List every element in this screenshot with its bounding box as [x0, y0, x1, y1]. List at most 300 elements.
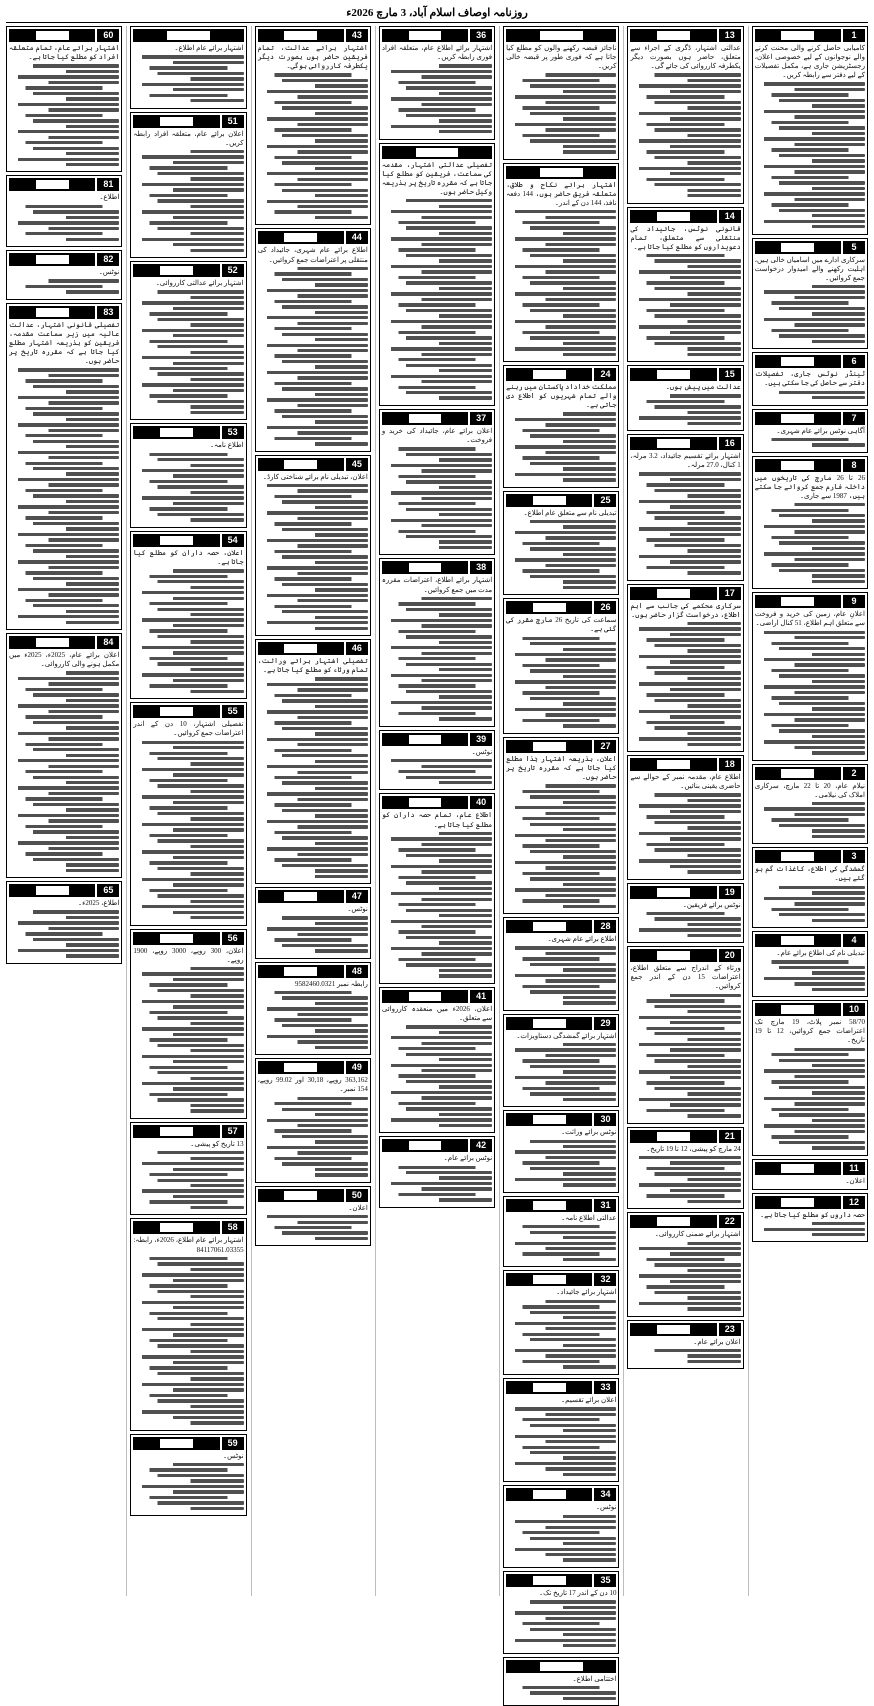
ad-text-line: [755, 653, 865, 656]
ad-text-line: [506, 850, 616, 853]
ad-text-line: [133, 405, 243, 408]
classified-ad[interactable]: [503, 1485, 619, 1568]
ad-text-line: [755, 913, 865, 916]
classified-ad[interactable]: [255, 455, 371, 636]
ad-text-line: [382, 75, 492, 78]
ad-text-line: [630, 150, 740, 153]
ad-number: 51: [222, 115, 244, 128]
ad-text-line: [258, 555, 368, 558]
ad-text-line: [382, 391, 492, 394]
classified-ad[interactable]: [752, 1159, 868, 1190]
ad-text-line: [506, 686, 616, 689]
classified-ad[interactable]: [6, 26, 122, 172]
ad-header: [258, 1189, 368, 1202]
ad-text-line: [630, 934, 740, 937]
classified-ad[interactable]: [255, 228, 371, 451]
ad-text-line: [258, 360, 368, 363]
ad-text-line: [382, 540, 492, 543]
ad-text-line: [506, 473, 616, 476]
ad-text-line: [133, 1507, 243, 1510]
classified-ad[interactable]: [255, 1186, 371, 1247]
ad-header: [382, 990, 492, 1003]
classified-ad[interactable]: [503, 1657, 619, 1706]
ad-text-line: [630, 1109, 740, 1112]
ad-header: [630, 210, 740, 223]
ad-title-plate: [657, 1325, 690, 1334]
classified-ad[interactable]: [255, 1058, 371, 1183]
ad-text-line: [755, 1113, 865, 1116]
ad-body-text: مملکت خداداد پاکستان میں رہنے والے تمام شہریوں کو اطلاع دی جاتی ہے۔: [506, 383, 616, 410]
classified-ad[interactable]: [130, 112, 246, 258]
ad-text-line: [630, 259, 740, 262]
classified-ad[interactable]: [255, 26, 371, 225]
ad-text-line: [258, 1151, 368, 1154]
ad-text-line: [133, 1038, 243, 1041]
ad-text-line: [755, 104, 865, 107]
classified-ad[interactable]: [6, 633, 122, 878]
ad-text-line: [630, 1285, 740, 1288]
ad-text-line: [258, 216, 368, 219]
ad-text-line: [382, 464, 492, 467]
classified-column: [6, 26, 122, 1596]
ad-text-line: [382, 881, 492, 884]
ad-text-line: [258, 1226, 368, 1229]
ad-text-line: [133, 967, 243, 970]
ad-text-line: [9, 593, 119, 596]
ad-text-line: [755, 209, 865, 212]
ad-text-line: [506, 1338, 616, 1341]
ad-text-line: [755, 1075, 865, 1078]
ad-body-text: 363,162 روپے، 30,18 اور 99.02 روپے، 154 نمبر۔: [258, 1076, 368, 1094]
ad-text-line: [9, 704, 119, 707]
ad-text-line: [9, 599, 119, 602]
ad-text-line: [258, 145, 368, 148]
ad-body: [382, 1005, 492, 1127]
classified-ad[interactable]: [130, 1218, 246, 1430]
classified-ad[interactable]: [6, 250, 122, 300]
ad-text-line: [630, 1189, 740, 1192]
classified-ad[interactable]: [503, 1196, 619, 1268]
classified-ad[interactable]: [627, 946, 743, 1124]
classified-ad[interactable]: [130, 702, 246, 925]
ad-text-line: [382, 453, 492, 456]
ad-text-line: [630, 1269, 740, 1272]
ad-text-line: [382, 125, 492, 128]
ad-text-line: [630, 566, 740, 569]
ad-text-line: [630, 400, 740, 403]
ad-text-line: [506, 905, 616, 908]
ad-text-line: [755, 1146, 865, 1149]
ad-text-line: [133, 575, 243, 578]
ad-text-line: [258, 106, 368, 109]
ad-text-line: [9, 125, 119, 128]
ad-text-line: [630, 254, 740, 257]
ad-text-line: [258, 572, 368, 575]
ad-text-line: [506, 575, 616, 578]
ad-text-line: [630, 655, 740, 658]
classified-ad[interactable]: [503, 737, 619, 915]
classified-ad[interactable]: [379, 409, 495, 555]
ad-title-plate: [284, 967, 317, 976]
classified-ad[interactable]: [379, 26, 495, 140]
classified-ad[interactable]: [503, 1571, 619, 1654]
ad-text-line: [9, 158, 119, 161]
ad-text-line: [506, 1344, 616, 1347]
ad-body: [506, 383, 616, 482]
ad-title-bar: [258, 231, 344, 244]
classified-ad[interactable]: [627, 1212, 743, 1316]
ad-text-line: [133, 613, 243, 616]
ad-text-line: [506, 894, 616, 897]
ad-header: [258, 458, 368, 471]
ad-text-line: [382, 936, 492, 939]
classified-ad[interactable]: [627, 434, 743, 580]
ad-text-line: [133, 345, 243, 348]
classified-ad[interactable]: [379, 730, 495, 791]
ad-body: [506, 1503, 616, 1561]
ad-text-line: [755, 137, 865, 140]
ad-text-line: [506, 112, 616, 115]
ad-title-plate: [160, 428, 193, 437]
ad-body: [133, 44, 243, 102]
ad-number: 65: [97, 884, 119, 897]
ad-text-line: [382, 347, 492, 350]
ad-title-bar: [506, 1199, 592, 1212]
ad-text-line: [9, 781, 119, 784]
classified-ad[interactable]: [379, 143, 495, 406]
classified-ad[interactable]: [379, 558, 495, 726]
ad-text-line: [382, 776, 492, 779]
ad-text-line: [382, 597, 492, 600]
ad-text-line: [382, 974, 492, 977]
ad-number: 21: [719, 1130, 741, 1143]
ad-text-line: [382, 1085, 492, 1088]
ad-title-plate: [284, 1063, 317, 1072]
ad-text-line: [133, 757, 243, 760]
ad-body: [755, 1018, 865, 1149]
ad-text-line: [630, 117, 740, 120]
classified-ad[interactable]: [503, 26, 619, 160]
ad-text-line: [133, 1173, 243, 1176]
ad-text-line: [133, 367, 243, 370]
ad-text-line: [133, 1066, 243, 1069]
ad-text-line: [506, 320, 616, 323]
classified-ad[interactable]: [752, 456, 868, 590]
ad-text-line: [506, 834, 616, 837]
ad-text-line: [630, 999, 740, 1002]
ad-title-plate: [36, 255, 69, 264]
ad-text-line: [506, 812, 616, 815]
ad-body-text: اعلان، بذریعہ اشتہار ہٰذا مطلع کیا جاتا ہے کہ مقررہ تاریخ پر حاضر ہوں۔: [506, 755, 616, 782]
ad-text-line: [133, 188, 243, 191]
ad-text-line: [755, 159, 865, 162]
classified-ad[interactable]: [503, 365, 619, 488]
ad-text-line: [258, 1007, 368, 1010]
classified-ad[interactable]: [379, 1136, 495, 1208]
ad-text-line: [382, 887, 492, 890]
classified-ad[interactable]: [752, 352, 868, 405]
ad-text-line: [755, 187, 865, 190]
classified-ad[interactable]: [130, 1434, 246, 1517]
ad-number: 24: [594, 368, 616, 381]
ad-body: [9, 268, 119, 294]
ad-text-line: [133, 817, 243, 820]
ad-text-line: [133, 684, 243, 687]
ad-text-line: [133, 978, 243, 981]
ad-text-line: [755, 334, 865, 337]
ad-header: [133, 426, 243, 439]
ad-text-line: [133, 905, 243, 908]
ad-text-line: [258, 616, 368, 619]
ad-text-line: [755, 1069, 865, 1072]
classified-ad[interactable]: [503, 1270, 619, 1374]
ad-text-line: [258, 210, 368, 213]
ad-text-line: [382, 1047, 492, 1050]
ad-title-bar: [382, 146, 492, 159]
classified-ad[interactable]: [752, 592, 868, 760]
ad-body-text: اشتہار برائے تقسیم جائیداد، 3.2 مرلہ، 1 کنال، 27.0 مرلہ۔: [630, 452, 740, 470]
ad-text-line: [9, 407, 119, 410]
ad-text-line: [755, 751, 865, 754]
classified-ad[interactable]: [130, 261, 246, 420]
ad-text-line: [382, 210, 492, 213]
ad-text-line: [9, 103, 119, 106]
ad-text-line: [506, 1429, 616, 1432]
ad-text-line: [630, 1247, 740, 1250]
classified-ad[interactable]: [379, 987, 495, 1133]
ad-title-bar: [258, 29, 344, 42]
classified-ad[interactable]: [752, 409, 868, 453]
ad-text-line: [755, 438, 865, 441]
ad-header: [755, 355, 865, 368]
ad-text-line: [9, 863, 119, 866]
ad-text-line: [133, 1157, 243, 1160]
ad-text-line: [133, 205, 243, 208]
classified-ad[interactable]: [503, 598, 619, 734]
ad-text-line: [755, 296, 865, 299]
ad-title-plate: [533, 370, 566, 379]
classified-ad[interactable]: [752, 1000, 868, 1156]
classified-ad[interactable]: [752, 26, 868, 235]
ad-title-bar: [506, 166, 616, 179]
classified-ad[interactable]: [752, 238, 868, 350]
classified-ad[interactable]: [503, 1378, 619, 1482]
ad-text-line: [506, 73, 616, 76]
ad-text-line: [755, 724, 865, 727]
classified-ad[interactable]: [6, 303, 122, 630]
ad-text-line: [755, 1097, 865, 1100]
classified-ad[interactable]: [255, 887, 371, 959]
ad-title-bar: [755, 355, 841, 368]
ad-text-line: [9, 765, 119, 768]
classified-ad[interactable]: [752, 847, 868, 928]
ad-number: 26: [594, 601, 616, 614]
classified-ad[interactable]: [627, 1320, 743, 1370]
ad-text-line: [630, 303, 740, 306]
classified-ad[interactable]: [627, 1127, 743, 1210]
ad-text-line: [630, 1307, 740, 1310]
ad-text-line: [382, 624, 492, 627]
ad-text-line: [133, 1410, 243, 1413]
ad-text-line: [258, 869, 368, 872]
ad-body-text: اطلاع برائے عام شہری۔: [506, 935, 616, 944]
ad-header: [755, 595, 865, 608]
classified-ad[interactable]: [752, 764, 868, 845]
ad-number: 12: [843, 1196, 865, 1209]
ad-text-line: [133, 1468, 243, 1471]
ad-text-line: [506, 968, 616, 971]
classified-ad[interactable]: [503, 163, 619, 362]
ad-text-line: [258, 710, 368, 713]
ad-text-line: [382, 108, 492, 111]
ad-body: [755, 256, 865, 344]
classified-ad[interactable]: [627, 584, 743, 752]
ad-text-line: [630, 156, 740, 159]
classified-ad[interactable]: [130, 929, 246, 1119]
ad-text-line: [133, 210, 243, 213]
classified-ad[interactable]: [255, 962, 371, 1056]
classified-ad[interactable]: [130, 423, 246, 527]
ad-text-line: [133, 591, 243, 594]
classified-ad[interactable]: [255, 639, 371, 884]
ad-body-text: نوٹس۔: [133, 1452, 243, 1461]
ad-text-line: [630, 1349, 740, 1352]
ad-text-line: [755, 642, 865, 645]
classified-ad[interactable]: [130, 531, 246, 699]
classified-ad[interactable]: [752, 931, 868, 997]
ad-text-line: [382, 1036, 492, 1039]
ad-text-line: [133, 1179, 243, 1182]
ad-text-line: [382, 652, 492, 655]
ad-title-plate: [284, 644, 317, 653]
ad-text-line: [755, 547, 865, 550]
ad-number: 29: [594, 1017, 616, 1030]
ad-header: [506, 740, 616, 753]
ad-title-bar: [133, 115, 219, 128]
ad-text-line: [630, 527, 740, 530]
ad-text-line: [630, 494, 740, 497]
ad-title-bar: [506, 1381, 592, 1394]
ad-text-line: [630, 994, 740, 997]
ad-text-line: [382, 64, 492, 67]
ad-text-line: [133, 502, 243, 505]
ad-body: [506, 1032, 616, 1101]
classified-ad[interactable]: [627, 883, 743, 944]
ad-title-plate: [160, 707, 193, 716]
ad-text-line: [755, 829, 865, 832]
ad-text-line: [382, 859, 492, 862]
classified-ad[interactable]: [627, 207, 743, 363]
ad-text-line: [9, 671, 119, 674]
ad-text-line: [133, 1184, 243, 1187]
ad-text-line: [258, 365, 368, 368]
ad-body: [506, 935, 616, 1004]
ad-text-line: [9, 418, 119, 421]
ad-text-line: [506, 1628, 616, 1631]
ad-text-line: [506, 451, 616, 454]
ad-body-text: اختتامی اطلاع۔: [506, 1675, 616, 1684]
ad-text-line: [382, 941, 492, 944]
classified-ad[interactable]: [379, 793, 495, 983]
ad-text-line: [258, 1013, 368, 1016]
classified-ad[interactable]: [130, 26, 246, 109]
ad-text-line: [258, 156, 368, 159]
classified-ad[interactable]: [503, 917, 619, 1011]
ad-text-line: [630, 287, 740, 290]
ad-text-line: [382, 1074, 492, 1077]
ad-number: 23: [719, 1323, 741, 1336]
ad-text-line: [630, 353, 740, 356]
ad-body: [258, 473, 368, 630]
ad-text-line: [755, 818, 865, 821]
ad-text-line: [133, 334, 243, 337]
ad-text-line: [506, 412, 616, 415]
ad-text-line: [9, 92, 119, 95]
ad-text-line: [9, 943, 119, 946]
ad-number: 9: [843, 595, 865, 608]
classified-ad[interactable]: [627, 26, 743, 204]
ad-body-text: رابطہ نمبر 9582460.0321: [258, 980, 368, 989]
ad-text-line: [382, 524, 492, 527]
ad-text-line: [382, 674, 492, 677]
classified-ad[interactable]: [503, 1014, 619, 1108]
ad-text-line: [9, 130, 119, 133]
ad-title-bar: [506, 1574, 592, 1587]
ad-text-line: [630, 677, 740, 680]
classified-ad[interactable]: [130, 1122, 246, 1216]
ad-text-line: [133, 856, 243, 859]
ad-text-line: [133, 88, 243, 91]
ad-header: [630, 437, 740, 450]
ad-body-text: اعلان، حصہ داران کو مطلع کیا جاتا ہے۔: [133, 549, 243, 567]
ad-text-line: [630, 1005, 740, 1008]
ad-text-line: [630, 1027, 740, 1030]
classified-ad[interactable]: [6, 175, 122, 247]
classified-ad[interactable]: [503, 1110, 619, 1193]
ad-text-line: [133, 597, 243, 600]
ad-title-bar: [755, 412, 841, 425]
classified-ad[interactable]: [627, 365, 743, 431]
classified-ad[interactable]: [6, 881, 122, 964]
ad-text-line: [258, 938, 368, 941]
classified-columns: [6, 26, 868, 1596]
ad-text-line: [506, 553, 616, 556]
ad-body-text: تبدیلی نام سے متعلق عام اطلاع۔: [506, 509, 616, 518]
ad-text-line: [9, 819, 119, 822]
ad-text-line: [9, 814, 119, 817]
ad-body: [382, 748, 492, 785]
ad-text-line: [630, 1010, 740, 1013]
classified-ad[interactable]: [503, 491, 619, 595]
classified-ad[interactable]: [627, 755, 743, 880]
ad-text-line: [382, 486, 492, 489]
ad-text-line: [506, 276, 616, 279]
classified-ad[interactable]: [752, 1193, 868, 1243]
ad-text-line: [755, 391, 865, 394]
ad-text-line: [630, 1043, 740, 1046]
ad-text-line: [630, 533, 740, 536]
ad-text-line: [382, 765, 492, 768]
ad-text-line: [630, 1065, 740, 1068]
ad-text-line: [630, 1178, 740, 1181]
ad-text-line: [258, 73, 368, 76]
ad-text-line: [506, 1098, 616, 1101]
ad-text-line: [630, 699, 740, 702]
ad-body-text: اطلاع۔: [9, 193, 119, 202]
ad-text-line: [258, 267, 368, 270]
ad-text-line: [258, 200, 368, 203]
ad-text-line: [382, 1113, 492, 1116]
